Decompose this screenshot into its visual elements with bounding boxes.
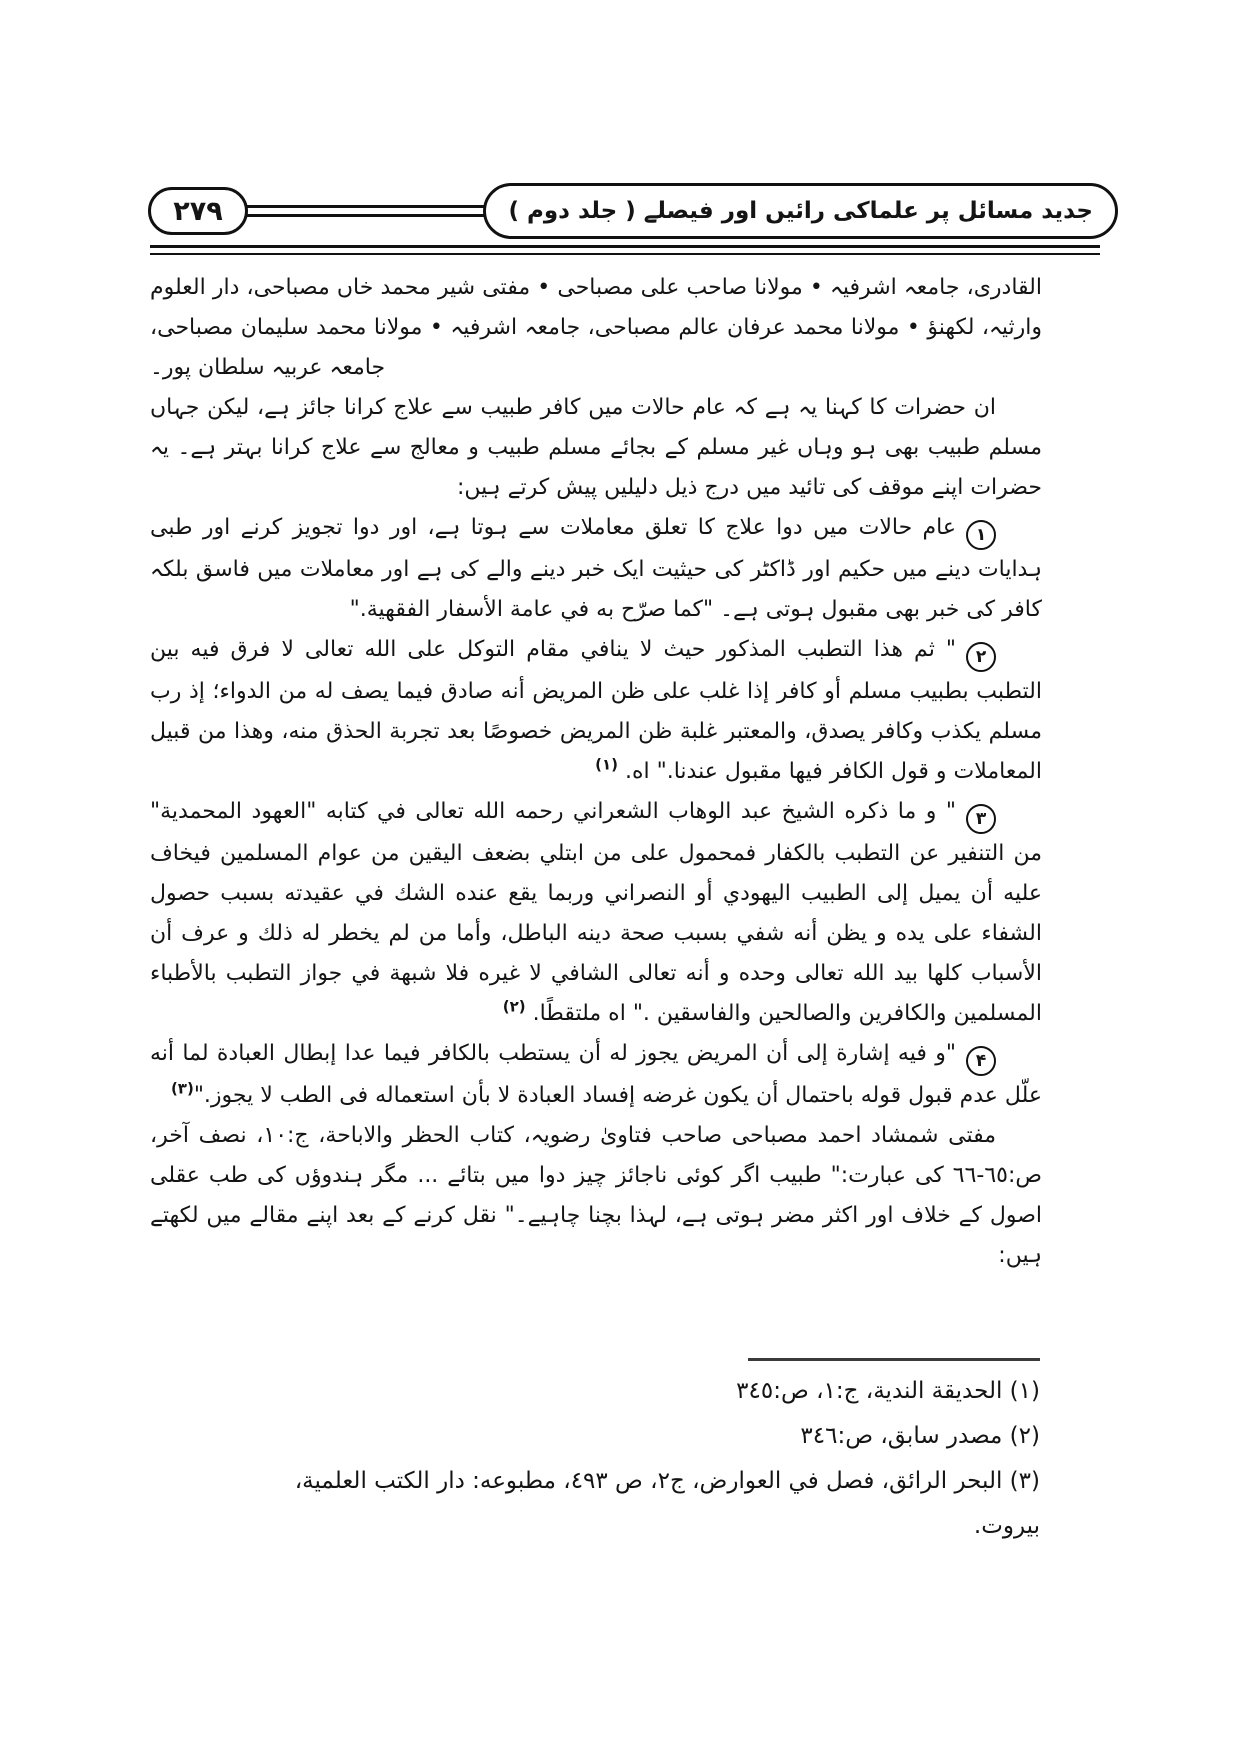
paragraph-number-circle: ۴ xyxy=(966,1046,996,1076)
body-text xyxy=(150,268,1042,1354)
footnote-2: (٢) مصدر سابق، ص:٣٤٦ xyxy=(800,1423,1040,1449)
header-double-rule xyxy=(150,245,1100,255)
paragraph-text: القادری، جامعہ اشرفیہ • مولانا صاحب علی مصباحی • مفتی شیر محمد خاں مصباحی، دار العلوم وارثیہ، لکھنؤ • مولانا محمد عرفان عالم مصباحی، جامعہ اشرفیہ • مولانا محمد سلیمان مصباحی، جامعہ عربیہ سلطان پور۔ xyxy=(150,275,1042,380)
page-number: ۲۷۹ xyxy=(173,195,223,227)
book-title: جدید مسائل پر علماکی رائیں اور فیصلے ( جلد دوم ) xyxy=(508,198,1093,224)
header-connector-rule xyxy=(245,205,486,217)
paragraph-point-1 xyxy=(150,508,1042,630)
paragraph-point-2 xyxy=(150,630,1042,792)
paragraph-number-circle: ۱ xyxy=(966,520,996,550)
paragraph-closing xyxy=(150,1116,1042,1276)
page-number-badge xyxy=(148,187,248,235)
footnote-ref-2: (٢) xyxy=(502,997,526,1016)
paragraph-text: عام حالات میں دوا علاج کا تعلق معاملات سے ہوتا ہے، اور دوا تجویز کرنے اور طبی ہدایات دینے میں حکیم اور ڈاکٹر کی حیثیت ایک خبر دینے والے کی ہے اور معاملات میں فاسق بلکہ کافر کی خبر بھی مقبول ہوتی ہے۔ "كما صرّح به في عامة الأسفار الفقهية." xyxy=(150,515,1042,622)
paragraph-number-circle: ۲ xyxy=(966,642,996,672)
footnotes-section xyxy=(240,1358,1040,1549)
paragraph-text: ان حضرات کا کہنا یہ ہے کہ عام حالات میں کافر طبیب سے علاج کرانا جائز ہے، لیکن جہاں مسلم طبیب بھی ہو وہاں غیر مسلم کے بجائے مسلم طبیب و معالج سے علاج کرانا بہتر ہے۔ یہ حضرات اپنے موقف کی تائید میں درج ذیل دلیلیں پیش کرتے ہیں: xyxy=(150,395,1042,500)
footnote-1: (١) الحديقة الندية، ج:١، ص:٣٤٥ xyxy=(736,1378,1040,1404)
paragraph-text: " ثم هذا التطبب المذكور حيث لا ينافي مقام التوكل على الله تعالى لا فرق فيه بين التطبب بطبيب مسلم أو كافر إذا غلب على ظن المريض أنه صادق فيما يصف له من الدواء؛ إذ رب مسلم يكذب وكافر يصدق، والمعتبر غلبة ظن المريض خصوصًا بعد تجربة الحذق منه، وهذا من قبيل المعاملات و قول الكافر فيها مقبول عندنا." اه. xyxy=(150,637,1042,784)
paragraph-text: "و فيه إشارة إلى أن المريض يجوز له أن يستطب بالكافر فيما عدا إبطال العبادة لما أنه علّل عدم قبول قوله باحتمال أن يكون غرضه إفساد العبادة لا بأن استعماله فى الطب لا يجوز." xyxy=(150,1041,1042,1108)
header-title-cartouche xyxy=(483,183,1118,239)
paragraph-point-3 xyxy=(150,792,1042,1034)
paragraph-text: " و ما ذكره الشيخ عبد الوهاب الشعراني رحمه الله تعالى في كتابه "العهود المحمدية" من التنفير عن التطبب بالكفار فمحمول على من ابتلي بضعف اليقين من عوام المسلمين فيخاف عليه أن يميل إلى الطبيب اليهودي أو النصراني وربما يقع عنده الشك في عقيدته بسبب حصول الشفاء على يده و يظن أنه شفي بسبب صحة دينه الباطل، وأما من لم يخطر له ذلك و عرف أن الأسباب كلها بيد الله تعالى وحده و أنه تعالى الشافي لا غيره فلا شبهة في جواز التطبب بالأطباء المسلمين والكافرين والصالحين والفاسقين ." اه ملتقطًا. xyxy=(150,799,1042,1026)
paragraph-continuation xyxy=(150,268,1042,388)
paragraph-text: مفتی شمشاد احمد مصباحی صاحب فتاویٰ رضویہ، کتاب الحظر والاباحة، ج:١٠، نصف آخر، ص:٦٥-٦٦ کی عبارت:" طبیب اگر کوئی ناجائز چیز دوا میں بتائے ... مگر ہندوؤں کی طب عقلی اصول کے خلاف اور اکثر مضر ہوتی ہے، لہذا بچنا چاہیے۔" نقل کرنے کے بعد اپنے مقالے میں لکھتے ہیں: xyxy=(150,1123,1042,1268)
footnote-separator xyxy=(748,1358,1040,1361)
page-header xyxy=(148,183,1118,239)
paragraph-number-circle: ۳ xyxy=(966,804,996,834)
footnote-ref-1: (١) xyxy=(595,755,618,774)
paragraph-intro xyxy=(150,388,1042,508)
footnote-3: (٣) البحر الرائق، فصل في العوارض، ج٢، ص ٤٩٣، مطبوعه: دار الكتب العلمية، بيروت. xyxy=(294,1468,1040,1539)
footnote-ref-3: (٣) xyxy=(170,1079,194,1098)
paragraph-point-4 xyxy=(150,1034,1042,1116)
